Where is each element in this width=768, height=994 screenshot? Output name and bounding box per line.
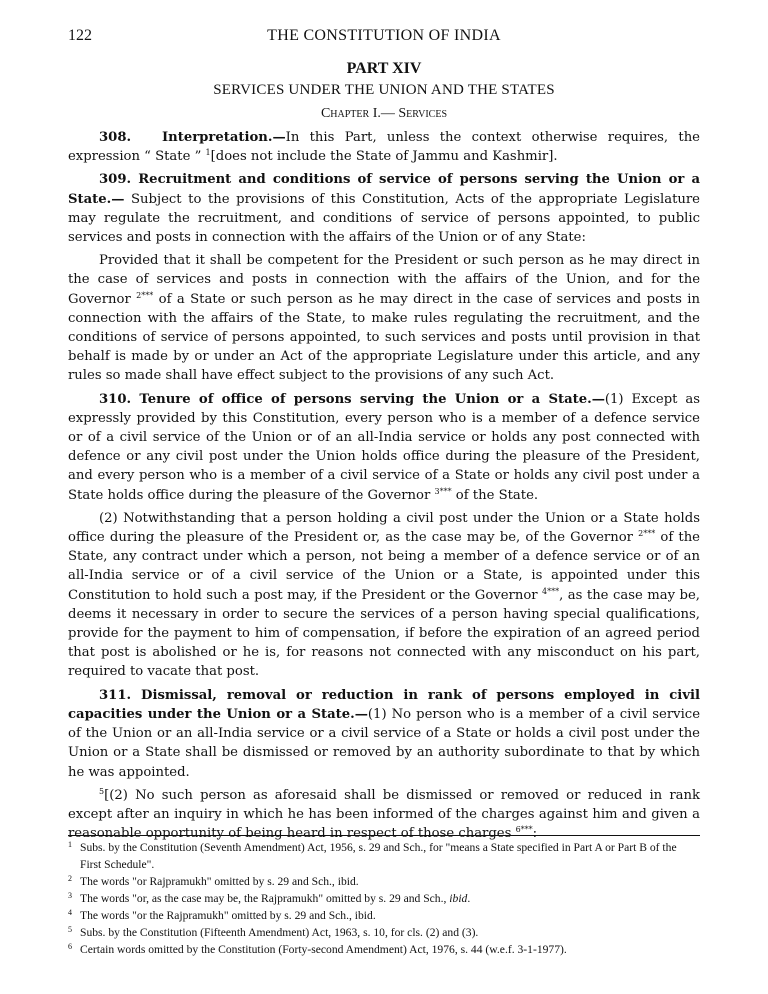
footnote-item [68,941,700,958]
clause-text-end: , as the case may be, deems it necessary in order to secure the services of a person having special qualifications, provide for the payment to him of compensation, if before the expiration of an agreed period that post is abolished or he is, for reasons not connected with any misconduct on his part, required to vacate that post. [68,587,700,680]
proviso-text: Provided that it shall be competent for the President or such person as he may direct in the case of services and posts in connection with the affairs of the Union, and for the Governor [68,253,700,307]
footnote-mark: 6 [68,942,72,951]
clause-text: [(2) No such person as aforesaid shall be dismissed or removed or reduced in rank except after an inquiry in which he has been informed of the charges against him and given a reasonable opportunity of being heard in respect of those charges [68,787,700,842]
article-310-clause-2 [68,509,700,682]
footnote-item [68,924,700,941]
clause-text-cont: of the State. [451,487,539,503]
article-309-proviso [68,251,700,385]
footnote-ref: 3*** [434,486,452,496]
footnote-item [68,907,700,924]
footnote-item [68,890,700,907]
article-308 [68,128,700,166]
footnote-mark: 2 [68,874,72,883]
part-subtitle: SERVICES UNDER THE UNION AND THE STATES [213,82,555,98]
footnote-text: Subs. by the Constitution (Fifteenth Amendment) Act, 1963, s. 10, for cls. (2) and (3). [80,926,479,939]
clause-text-end: : [532,826,538,842]
footnotes [68,839,700,958]
running-header-title: THE CONSTITUTION OF INDIA [267,27,501,44]
footnote-mark: 5 [68,925,72,934]
footnote-item [68,839,700,873]
clause-text: (2) Notwithstanding that a person holding a civil post under the Union or a State holds office during the pleasure of the President or, as the case may be, of the Governor [68,510,700,546]
footnote-ref: 1 [205,148,211,158]
proviso-text-cont: of a State or such person as he may direct in the case of services and posts in connection with the affairs of the State, to make rules regulating the recruitment, and the conditions of service of persons appointed, to such services and posts until provision in that behalf is made by or under an Act of the appropriate Legislature under this article, and any rules so made shall have effect subject to the provisions of any such Act. [68,291,700,384]
footnote-item [68,873,700,890]
footnote-mark: 4 [68,908,72,917]
footnote-ref: 6*** [515,825,533,835]
article-308-number: 308. [99,130,132,145]
article-310-clause-1 [68,390,700,505]
clause-text: (1) No person who is a member of a civil service of the Union or an all-India service or a civil service of a State or holds a civil post under the Union or a State shall be dismissed or removed by an authority subordinate to that by which he was appointed. [68,706,701,780]
article-310-heading: 310. Tenure of office of persons serving the Union or a State.— [99,391,605,407]
footnote-text: The words "or Rajpramukh" omitted by s. 29 and Sch., ibid. [80,875,359,888]
article-309 [68,170,700,247]
article-308-text-cont: [does not include the State of Jammu and Kashmir]. [210,149,558,165]
page-number: 122 [68,27,92,44]
article-308-heading: Interpretation.— [161,130,286,145]
footnote-ref: 4*** [542,586,560,596]
article-311-clause-1 [68,686,700,782]
footnote-text: Certain words omitted by the Constitution (Forty-second Amendment) Act, 1976, s. 44 (w.e.f. 3-1-1977). [80,943,567,956]
footnote-divider [68,835,700,836]
footnote-text-italic: ibid [449,892,468,905]
article-308-text: In this Part, unless the context otherwise requires, the expression “ State ” [68,130,700,165]
footnote-text: The words "or, as the case may be, the Rajpramukh" omitted by s. 29 and Sch., [80,892,450,905]
part-title: PART XIV [346,60,422,77]
chapter-heading: Chapter I.— Services [320,106,448,121]
footnote-text: The words "or the Rajpramukh" omitted by s. 29 and Sch., ibid. [80,909,376,922]
footnote-text: Subs. by the Constitution (Seventh Amendment) Act, 1956, s. 29 and Sch., for "means a State specified in Part A or Part B of the First Schedule". [80,841,677,871]
footnote-ref: 5 [99,786,105,796]
article-309-text: Subject to the provisions of this Constitution, Acts of the appropriate Legislature may regulate the recruitment, and conditions of service of persons appointed, to public services and posts in connection with the affairs of the Union or of any State: [68,191,700,246]
footnote-mark: 1 [68,840,72,849]
article-311-heading: 311. Dismissal, removal or reduction in rank of persons employed in civil capacities under the Union or a State.— [68,687,700,722]
footnote-ref: 2*** [638,529,656,539]
article-309-heading: 309. Recruitment and conditions of service of persons serving the Union or a State.— [68,172,700,207]
footnote-ref: 2*** [136,290,154,300]
document-body [68,128,700,847]
footnote-mark: 3 [68,891,72,900]
clause-text-cont: of the State, any contract under which a person, not being a member of a defence service or of an all-India service or of a civil service of the Union or a State, is appointed under this Constitution to hold such a post may, if the President or the Governor [68,530,700,603]
clause-text: (1) Except as expressly provided by this Constitution, every person who is a member of a defence service or of a civil service of the Union or of an all-India service or holds any post connected with defence or any civil post under the Union holds office during the pleasure of the President, and every person who is a member of a civil service of a State or holds any civil post under a State holds office during the pleasure of the Governor [68,391,700,503]
footnote-text-end: . [467,892,471,905]
